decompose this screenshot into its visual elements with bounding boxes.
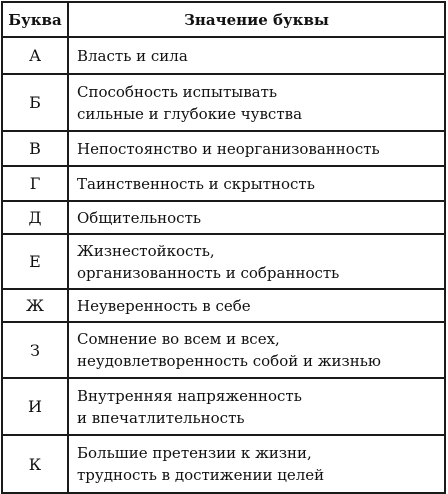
row-letter: А xyxy=(2,37,68,74)
row-meaning xyxy=(68,74,445,131)
table-header-row xyxy=(2,2,445,37)
meaning-line: Общительность xyxy=(77,208,202,227)
meaning-line: Таинственность и скрытность xyxy=(77,174,315,193)
row-meaning xyxy=(68,131,445,166)
row-letter: Д xyxy=(2,201,68,234)
meaning-line: Жизнестойкость, xyxy=(77,241,215,260)
meaning-line: сильные и глубокие чувства xyxy=(77,104,303,123)
row-meaning xyxy=(68,435,445,493)
table-row xyxy=(2,378,445,435)
row-letter: З xyxy=(2,322,68,378)
meaning-line: Неуверенность в себе xyxy=(77,296,251,315)
row-meaning xyxy=(68,201,445,234)
table-row xyxy=(2,131,445,166)
letter-meaning-table xyxy=(1,1,446,494)
row-meaning xyxy=(68,37,445,74)
meaning-line: Способность испытывать xyxy=(77,82,278,101)
meaning-line: неудовлетворенность собой и жизнью xyxy=(77,352,381,370)
header-meaning: Значение буквы xyxy=(68,2,445,37)
meaning-line: Большие претензии к жизни, xyxy=(77,444,312,462)
table-row xyxy=(2,322,445,378)
table-row xyxy=(2,74,445,131)
row-letter: В xyxy=(2,131,68,166)
row-meaning xyxy=(68,234,445,289)
row-letter: Е xyxy=(2,234,68,289)
table-row xyxy=(2,166,445,201)
row-meaning xyxy=(68,166,445,201)
meaning-line: Внутренняя напряженность xyxy=(77,386,302,405)
meaning-line: Сомнение во всем и всех, xyxy=(77,330,280,348)
row-meaning xyxy=(68,378,445,435)
table-row xyxy=(2,201,445,234)
row-letter: Г xyxy=(2,166,68,201)
table-row xyxy=(2,37,445,74)
row-letter: И xyxy=(2,378,68,435)
row-letter: Б xyxy=(2,74,68,131)
table-row xyxy=(2,435,445,493)
table-row xyxy=(2,234,445,289)
header-letter: Буква xyxy=(2,2,68,37)
meaning-line: трудность в достижении целей xyxy=(77,466,325,484)
meaning-line: организованность и собранность xyxy=(77,263,340,282)
table-row xyxy=(2,289,445,322)
row-meaning xyxy=(68,322,445,378)
row-letter: К xyxy=(2,435,68,493)
meaning-line: Власть и сила xyxy=(77,46,188,65)
meaning-line: и впечатлительность xyxy=(77,408,245,427)
meaning-line: Непостоянство и неорганизованность xyxy=(77,139,380,158)
row-meaning xyxy=(68,289,445,322)
row-letter: Ж xyxy=(2,289,68,322)
